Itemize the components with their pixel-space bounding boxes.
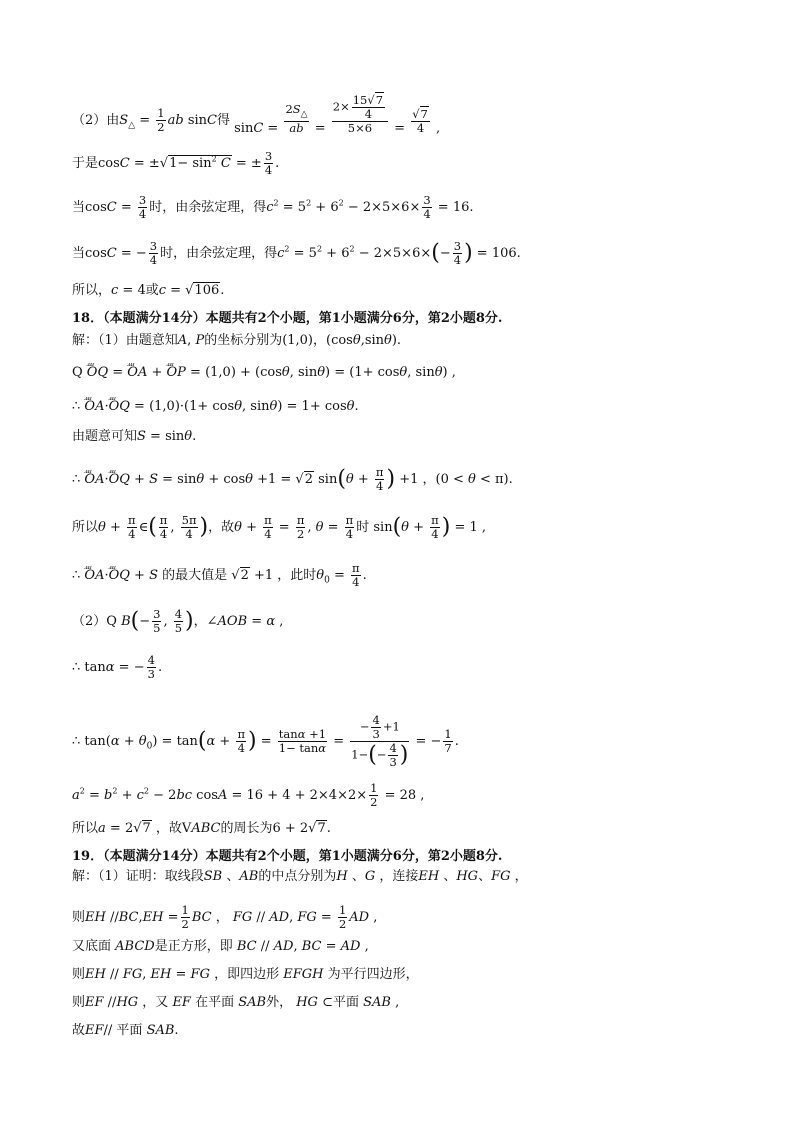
- solution-18-line-sum: ∴ ⅎⅎⅎ OA·ⅎⅎⅎ OQ + S = sinθ + cosθ +1 = √2 sin(θ + $\frac{\pi}{4}$ ) +1 ，(0 < θ < π).: [72, 466, 513, 493]
- solution-line-law-of-cosines: $a^2 = b^2 + c^2 - 2bc$ cosA = 16 + 4 + 2×4×2× $\frac{1}{2}$ = 28 ,: [72, 781, 425, 809]
- solution-line-case1: 当cosC = $\frac{3}{4}$ 时，由余弦定理，得$c^2 = 5^2 + 6^2 - 2\times 5\times 6\times$ $\frac{3}{4}$ = 16.: [72, 193, 474, 221]
- solution-19-line-midpoints: 解：（1）证明：取线段SB 、AB的中点分别为H 、G ，连接EH 、HG、FG ，: [72, 869, 528, 884]
- solution-line-sinc: （2）由$S_\triangle$ = $\frac{1}{2}$ ab sinC得 sinC = $\frac{2S_\triangle}{ab}$ = 2× $\frac{15√7}{4}$ 5×6 = $\frac{√7}{4}$ ,: [72, 93, 441, 136]
- solution-18-line-coords: 解：（1）由题意知A, P的坐标分别为(1,0)，(cosθ,sinθ).: [72, 333, 402, 348]
- solution-19-line-square: 又底面 ABCD是正方形，即 BC // AD, BC = AD ,: [72, 939, 369, 954]
- solution-19-line-parallelogram: 则EH // FG, EH = FG ，即四边形 EFGH 为平行四边形，: [72, 967, 419, 982]
- problem-19-header: 19．（本题满分14分）本题共有2个小题，第1小题满分6分，第2小题8分.: [72, 849, 503, 864]
- solution-line-cosc: 于是$\cos C = \pm√1- \sin^2 C$ = ± $\frac{3}{4}$ .: [72, 149, 280, 177]
- solution-line-case2: 当cosC = − $\frac{3}{4}$ 时，由余弦定理，得$c^2 = 5^2 + 6^2 - 2\times 5\times 6\times(-$ $\frac{3}{4}$ ) = 106.: [72, 239, 521, 267]
- solution-18-line-tan: ∴ tanα = − $\frac{4}{3}$ .: [72, 653, 163, 681]
- solution-18-line-range: 所以θ + $\frac{\pi}{4}$ ∈( $\frac{\pi}{4}$ , $\frac{5\pi}{4}$ )，故θ + $\frac{\pi}{4}$ = $\frac{\pi}{2}$ , θ = $\frac{\pi}{4}$ 时 sin(θ + $\frac{\pi}{4}$ ) = 1 ,: [72, 513, 487, 541]
- solution-18-line-max: ∴ ⅎⅎⅎ OA·ⅎⅎⅎ OQ + S 的最大值是 √2 +1 ，此时$\theta_0$ = $\frac{\pi}{4}$ .: [72, 562, 367, 590]
- problem-18-header: 18．（本题满分14分）本题共有2个小题，第1小题满分6分，第2小题8分.: [72, 311, 503, 326]
- solution-19-line-parallel: 则EH //BC,EH = $\frac{1}{2}$ BC ， FG // AD, FG = $\frac{1}{2}$ AD ,: [72, 903, 378, 931]
- solution-line-perimeter: 所以a = 2√7 ，故VABC的周长为6 + 2√7.: [72, 821, 331, 836]
- solution-18-line-oq: Q ⅎⅎⅎ OQ = ⅎⅎⅎ OA + ⅎⅎⅎ OP = (1,0) + (cosθ, sinθ) = (1+ cosθ, sinθ) ,: [72, 364, 456, 382]
- solution-18-line-s: 由题意可知S = sinθ.: [72, 429, 197, 444]
- solution-19-line-conclusion: 故EF// 平面 SAB.: [72, 1023, 179, 1038]
- solution-line-answer-c: 所以，c = 4或c = √106.: [72, 283, 225, 298]
- solution-19-line-plane: 则EF //HG ，又 EF 在平面 SAB外， HG ⊂平面 SAB ,: [72, 995, 400, 1010]
- solution-18-line-tan-sum: ∴ $\tan(\alpha + \theta_0) = \tan(\alpha$ + $\frac{\pi}{4}$ ) = $\frac{\tan\alpha +1}{1- \tan\alpha}$ = − $\frac{4}{3}$ +1 1−(− $\frac{4}{3}$ ) = − $\frac{1}{7}$ .: [72, 713, 459, 769]
- solution-18-part2-b: （2）Q B(− $\frac{3}{5}$ , $\frac{4}{5}$ )，∠AOB = α ,: [72, 607, 284, 635]
- solution-18-line-dot: ∴ ⅎⅎⅎ OA·ⅎⅎⅎ OQ = (1,0)·(1+ cosθ, sinθ) = 1+ cosθ.: [72, 398, 359, 416]
